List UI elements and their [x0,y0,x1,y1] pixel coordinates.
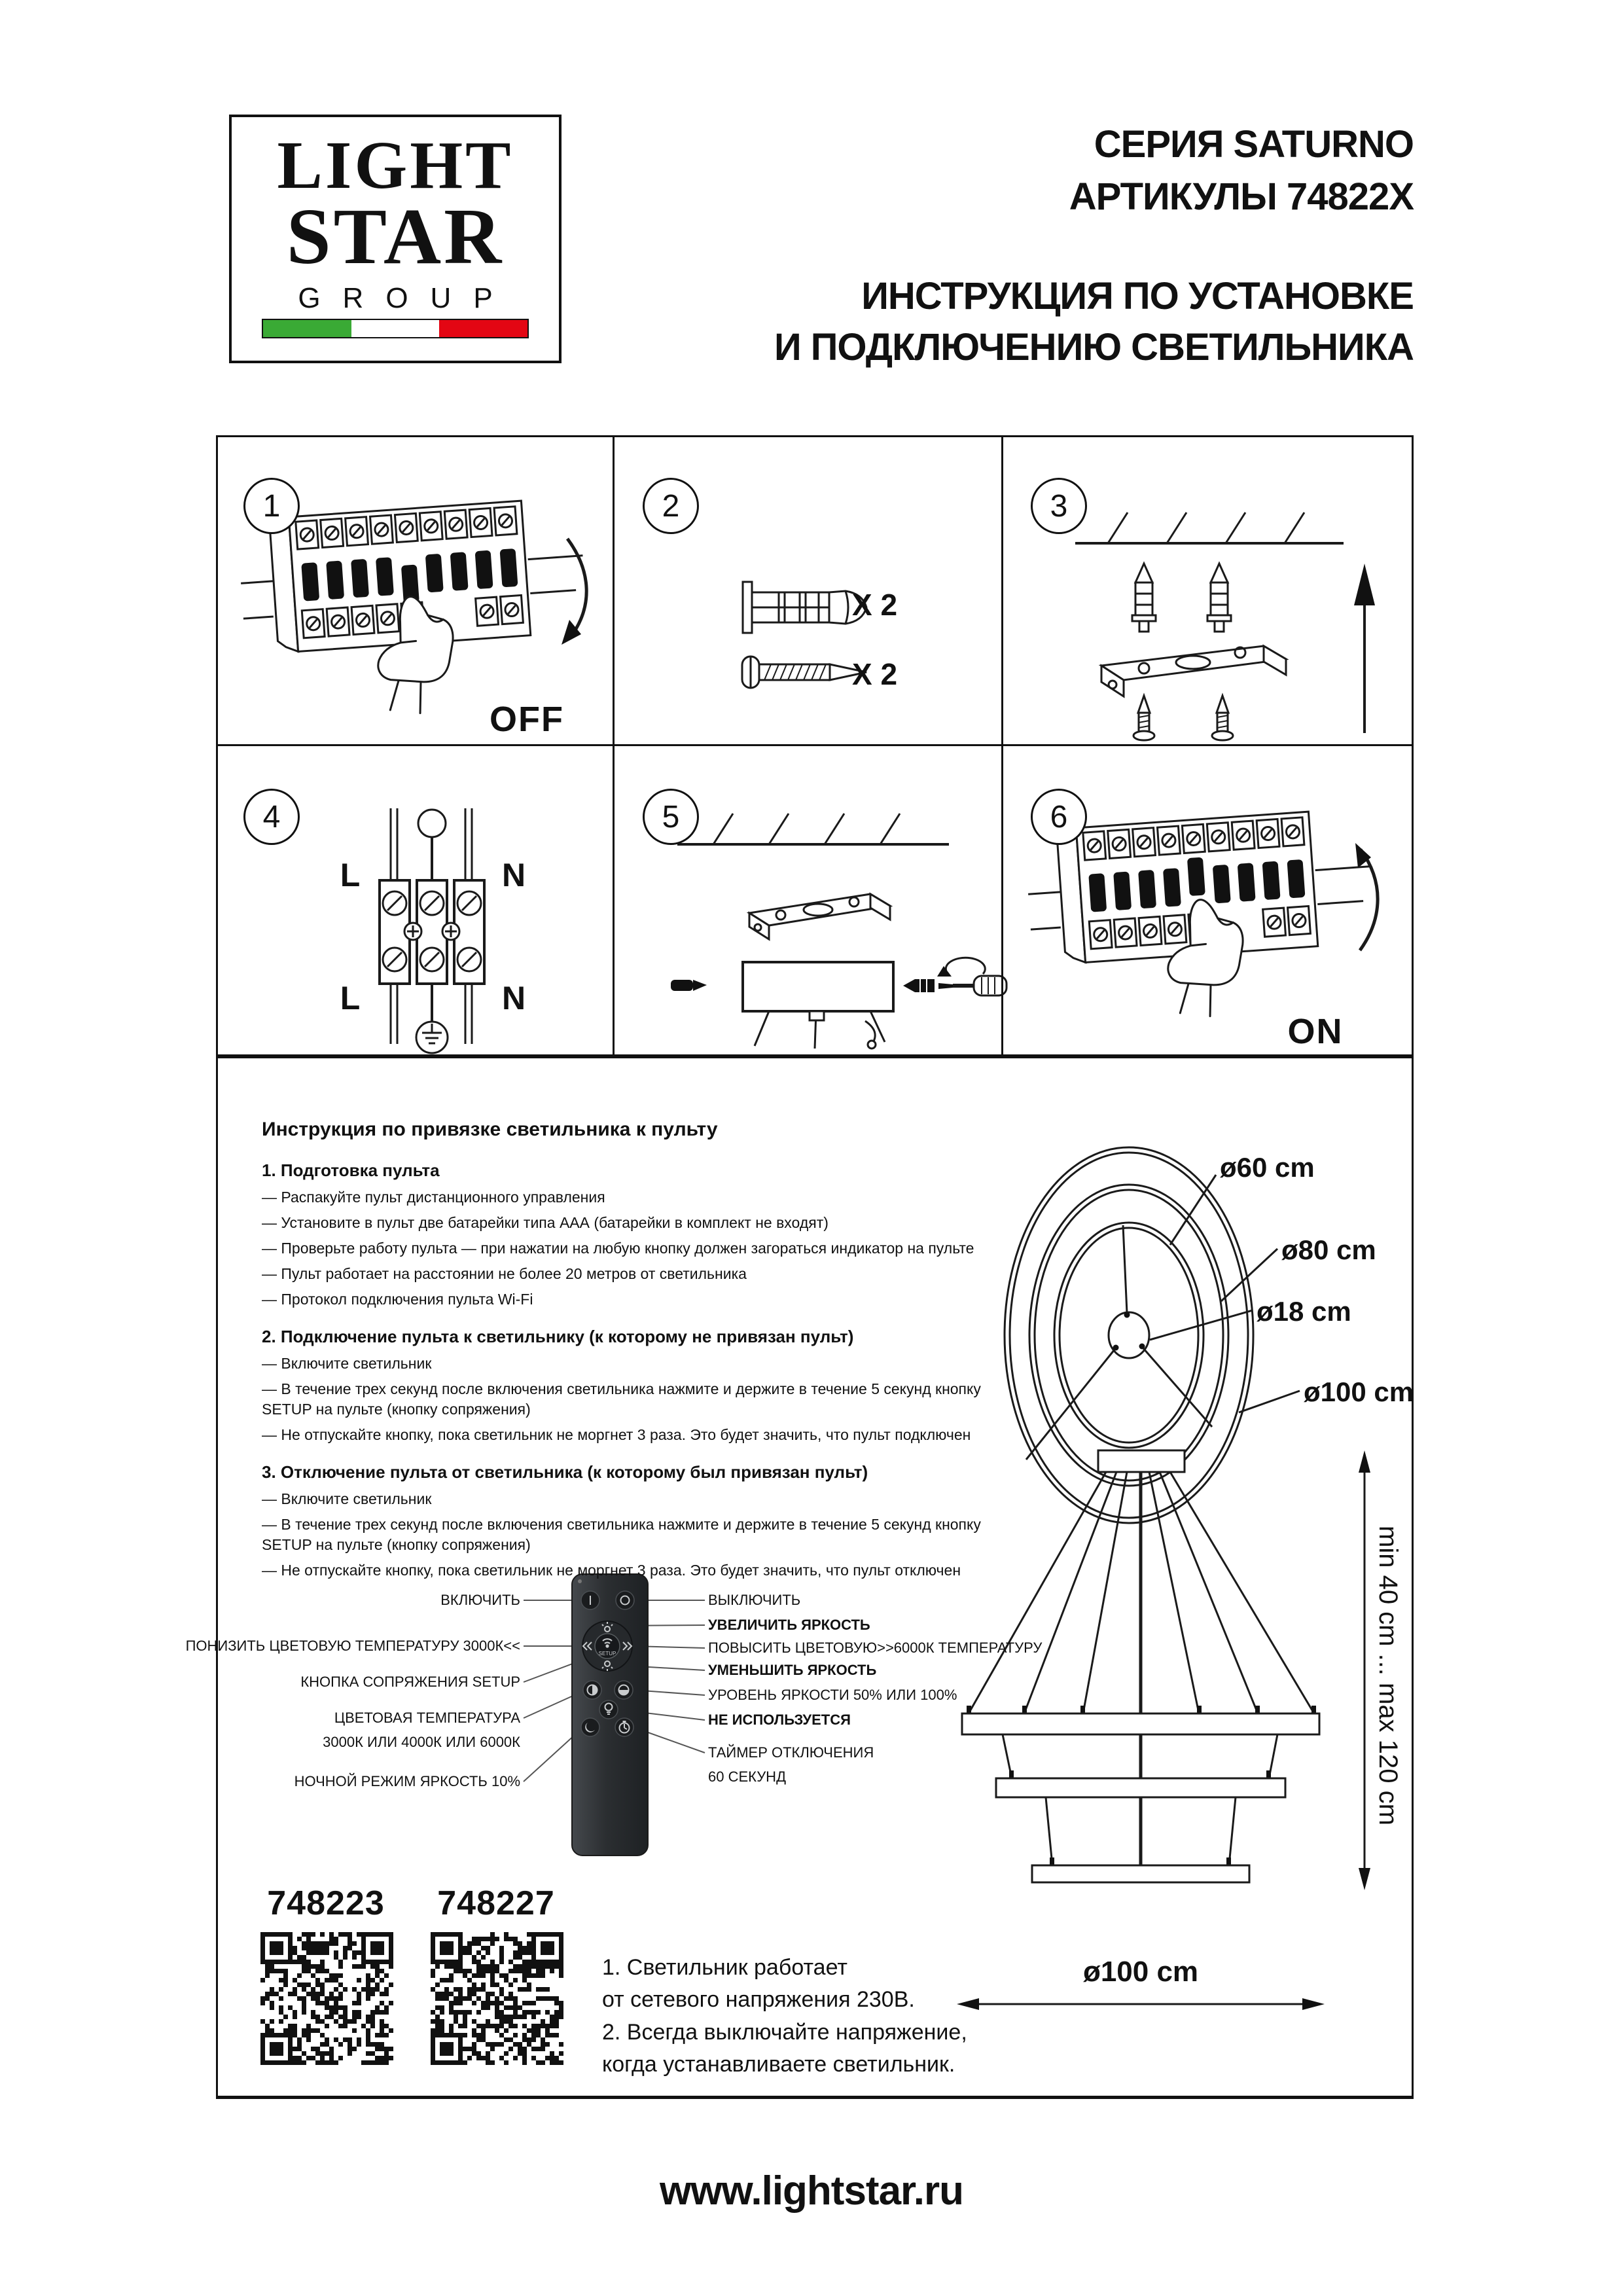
step-6-number: 6 [1031,789,1087,845]
instruction-item: — Установите в пульт две батарейки типа ААА (батарейки в комплект не входят) [262,1213,829,1231]
logo-word-light: LIGHT [277,128,514,203]
page-title-line2: И ПОДКЛЮЧЕНИЮ СВЕТИЛЬНИКА [774,326,1414,368]
logo-word-star: STAR [286,192,505,281]
lamp-diameter-label: ø100 cm [1082,1956,1199,1988]
step-4-number: 4 [243,789,300,845]
instruction-item: — Протокол подключения пульта Wi-Fi [262,1290,533,1308]
remote-label-temp-down: ПОНИЗИТЬ ЦВЕТОВУЮ ТЕМПЕРАТУРУ 3000К<< [185,1638,520,1654]
section-3-title: 3. Отключение пульта от светильника (к которому был привязан пульт) [262,1462,868,1482]
series-title: СЕРИЯ SATURNO [1094,123,1414,166]
step-2-number: 2 [643,478,699,534]
note-line: когда устанавливаете светильник. [602,2051,955,2077]
section-2-title: 2. Подключение пульта к светильнику (к которому не привязан пульт) [262,1326,854,1346]
pairing-title: Инструкция по привязке светильника к пульту [262,1119,718,1140]
instruction-item: — Проверьте работу пульта — при нажатии на любую кнопку должен загораться индикатор на пульте [262,1239,974,1257]
instruction-item: — Включите светильник [262,1490,432,1508]
remote-label-brightness-level: УРОВЕНЬ ЯРКОСТИ 50% ИЛИ 100% [708,1687,957,1703]
remote-label-color-temp: ЦВЕТОВАЯ ТЕМПЕРАТУРА [334,1710,520,1726]
remote-label-setup: КНОПКА СОПРЯЖЕНИЯ SETUP [300,1674,520,1690]
instruction-item: — В течение трех секунд после включения светильника нажмите и держите в течение 5 секунд кнопку SETUP на пульте (кнопку сопряжения) [262,1516,981,1554]
pairing-instructions [262,1117,991,1586]
remote-label-timer-seconds: 60 СЕКУНД [708,1768,786,1785]
diameter-60-label: ø60 cm [1220,1152,1315,1183]
instruction-item: — Не отпускайте кнопку, пока светильник не моргнет 3 раза. Это будет значить, что пульт отключен [262,1562,961,1579]
section-1-title: 1. Подготовка пульта [262,1160,440,1180]
anchor-quantity: X 2 [852,588,898,622]
qr-code-748223 [260,1932,393,2065]
article-number-748227: 748227 [437,1884,555,1922]
diameter-18-label: ø18 cm [1257,1296,1351,1327]
remote-label-power-off: ВЫКЛЮЧИТЬ [708,1592,801,1608]
on-label: ON [1287,1012,1344,1051]
note-line: 2. Всегда выключайте напряжение, [602,2019,967,2045]
off-label: OFF [490,700,564,739]
instruction-item: — Распакуйте пульт дистанционного управления [262,1188,605,1206]
wire-label-l-top: L [340,857,361,893]
wire-label-n-bottom: N [501,980,526,1016]
remote-label-color-temp-values: 3000К ИЛИ 4000К ИЛИ 6000К [323,1734,520,1750]
remote-label-brightness-up: УВЕЛИЧИТЬ ЯРКОСТЬ [708,1617,870,1633]
instruction-item: — Включите светильник [262,1354,432,1372]
safety-notes [602,1952,1008,2081]
remote-label-power-on: ВКЛЮЧИТЬ [440,1592,520,1608]
logo-word-group: GROUP [298,282,515,314]
page-title-line1: ИНСТРУКЦИЯ ПО УСТАНОВКЕ [861,275,1414,317]
screw-quantity: X 2 [852,657,898,691]
note-line: 1. Светильник работает [602,1955,847,1980]
step-1-number: 1 [243,478,300,534]
articles-title: АРТИКУЛЫ 74822X [1069,175,1414,218]
diameter-100-label: ø100 cm [1304,1376,1414,1407]
instruction-item: — Пульт работает на расстоянии не более 20 метров от светильника [262,1265,747,1282]
italian-flag-icon [262,319,529,338]
steps-grid-border [216,435,1414,1058]
remote-label-temp-up: ПОВЫСИТЬ ЦВЕТОВУЮ>>6000К ТЕМПЕРАТУРУ [708,1640,1043,1656]
diameter-80-label: ø80 cm [1281,1234,1376,1265]
remote-label-night-mode: НОЧНОЙ РЕЖИМ ЯРКОСТЬ 10% [294,1773,520,1789]
instruction-item: — В течение трех секунд после включения светильника нажмите и держите в течение 5 секунд кнопку SETUP на пульте (кнопку сопряжения) [262,1380,981,1418]
wire-label-n-top: N [501,857,526,893]
website-link: www.lightstar.ru [660,2168,963,2214]
lightstar-logo [229,115,562,363]
qr-code-748227 [431,1932,563,2065]
wire-label-l-bottom: L [340,980,361,1016]
remote-label-unused: НЕ ИСПОЛЬЗУЕТСЯ [708,1712,851,1728]
instruction-item: — Не отпускайте кнопку, пока светильник не моргнет 3 раза. Это будет значить, что пульт подключен [262,1426,971,1444]
note-line: от сетевого напряжения 230В. [602,1987,915,2013]
step-5-number: 5 [643,789,699,845]
step-3-number: 3 [1031,478,1087,534]
remote-label-timer: ТАЙМЕР ОТКЛЮЧЕНИЯ [708,1744,874,1761]
remote-label-brightness-down: УМЕНЬШИТЬ ЯРКОСТЬ [708,1662,877,1678]
setup-key-label: SETUP [598,1651,616,1657]
article-number-748223: 748223 [267,1884,385,1922]
height-range-label: min 40 cm ... max 120 cm [1374,1526,1402,1825]
